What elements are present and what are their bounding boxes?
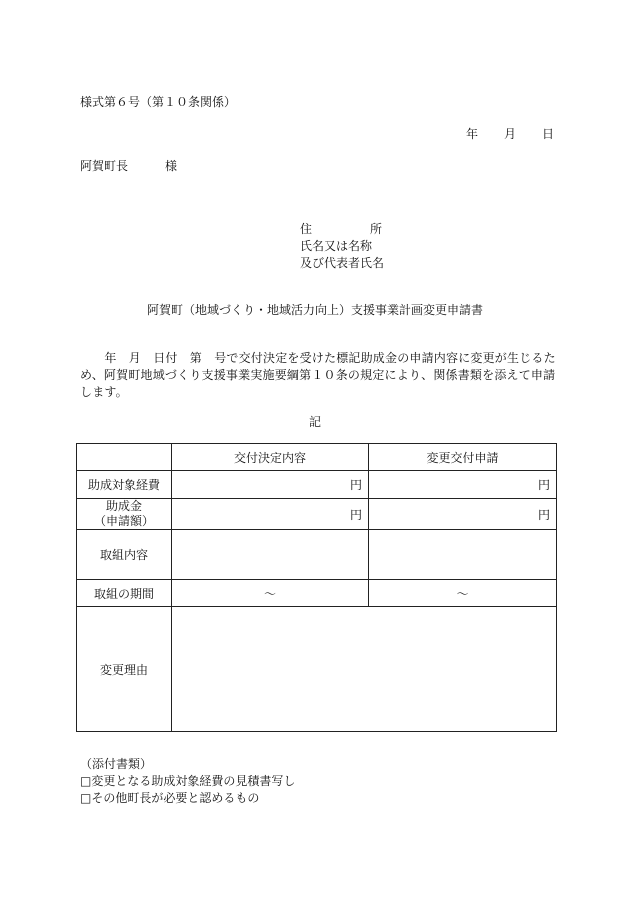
period-change-cell: ～ <box>369 580 557 607</box>
attachments-heading: （添付書類） <box>80 757 153 771</box>
header-change-cell: 変更交付申請 <box>369 444 557 471</box>
address-label <box>300 221 384 238</box>
content-decided-cell <box>172 530 369 580</box>
table-row-content <box>77 530 557 580</box>
period-decided-cell: ～ <box>172 580 369 607</box>
row-label-grant-line1: 助成金 <box>105 499 142 513</box>
change-table <box>76 443 557 732</box>
date-month-label: 月 <box>504 127 517 141</box>
row-label-period: 取組の期間 <box>77 580 172 607</box>
form-number: 様式第６号（第１０条関係） <box>80 95 237 109</box>
row-label-grant <box>77 499 172 530</box>
table-row-grant <box>77 499 557 530</box>
attachments-block <box>80 756 295 807</box>
date-year-label: 年 <box>466 127 479 141</box>
representative-label: 及び代表者氏名 <box>300 256 385 270</box>
grant-decided-cell: 円 <box>172 499 369 530</box>
name-label: 氏名又は名称 <box>300 239 373 253</box>
addressee-suffix: 様 <box>165 159 178 173</box>
body-paragraph: 年 月 日付 第 号で交付決定を受けた標記助成金の申請内容に変更が生じるため、阿賀町地域づくり支援事業実施要綱第１０条の規定により、関係書類を添えて申請します。 <box>80 351 556 399</box>
attachment-item: □その他町長が必要と認めるもの <box>80 791 260 805</box>
row-label-grant-line2: （申請額） <box>93 514 154 528</box>
table-row-reason <box>77 607 557 732</box>
cost-decided-cell: 円 <box>172 471 369 499</box>
table-header-row <box>77 444 557 471</box>
row-label-content: 取組内容 <box>77 530 172 580</box>
document-title: 阿賀町（地域づくり・地域活力向上）支援事業計画変更申請書 <box>146 303 483 317</box>
cost-change-cell: 円 <box>369 471 557 499</box>
address-label-char-2: 所 <box>370 222 383 236</box>
row-label-reason: 変更理由 <box>77 607 172 732</box>
applicant-block <box>300 221 384 272</box>
header-decided-cell: 交付決定内容 <box>172 444 369 471</box>
addressee: 阿賀町長 <box>80 159 129 173</box>
ki-heading: 記 <box>308 415 321 429</box>
content-change-cell <box>369 530 557 580</box>
address-label-char-1: 住 <box>300 222 313 236</box>
row-label-cost: 助成対象経費 <box>77 471 172 499</box>
date-day-label: 日 <box>542 127 555 141</box>
table-row-cost <box>77 471 557 499</box>
reason-cell <box>172 607 557 732</box>
header-blank-cell <box>77 444 172 471</box>
grant-change-cell: 円 <box>369 499 557 530</box>
table-row-period <box>77 580 557 607</box>
attachment-item: □変更となる助成対象経費の見積書写し <box>80 774 296 788</box>
